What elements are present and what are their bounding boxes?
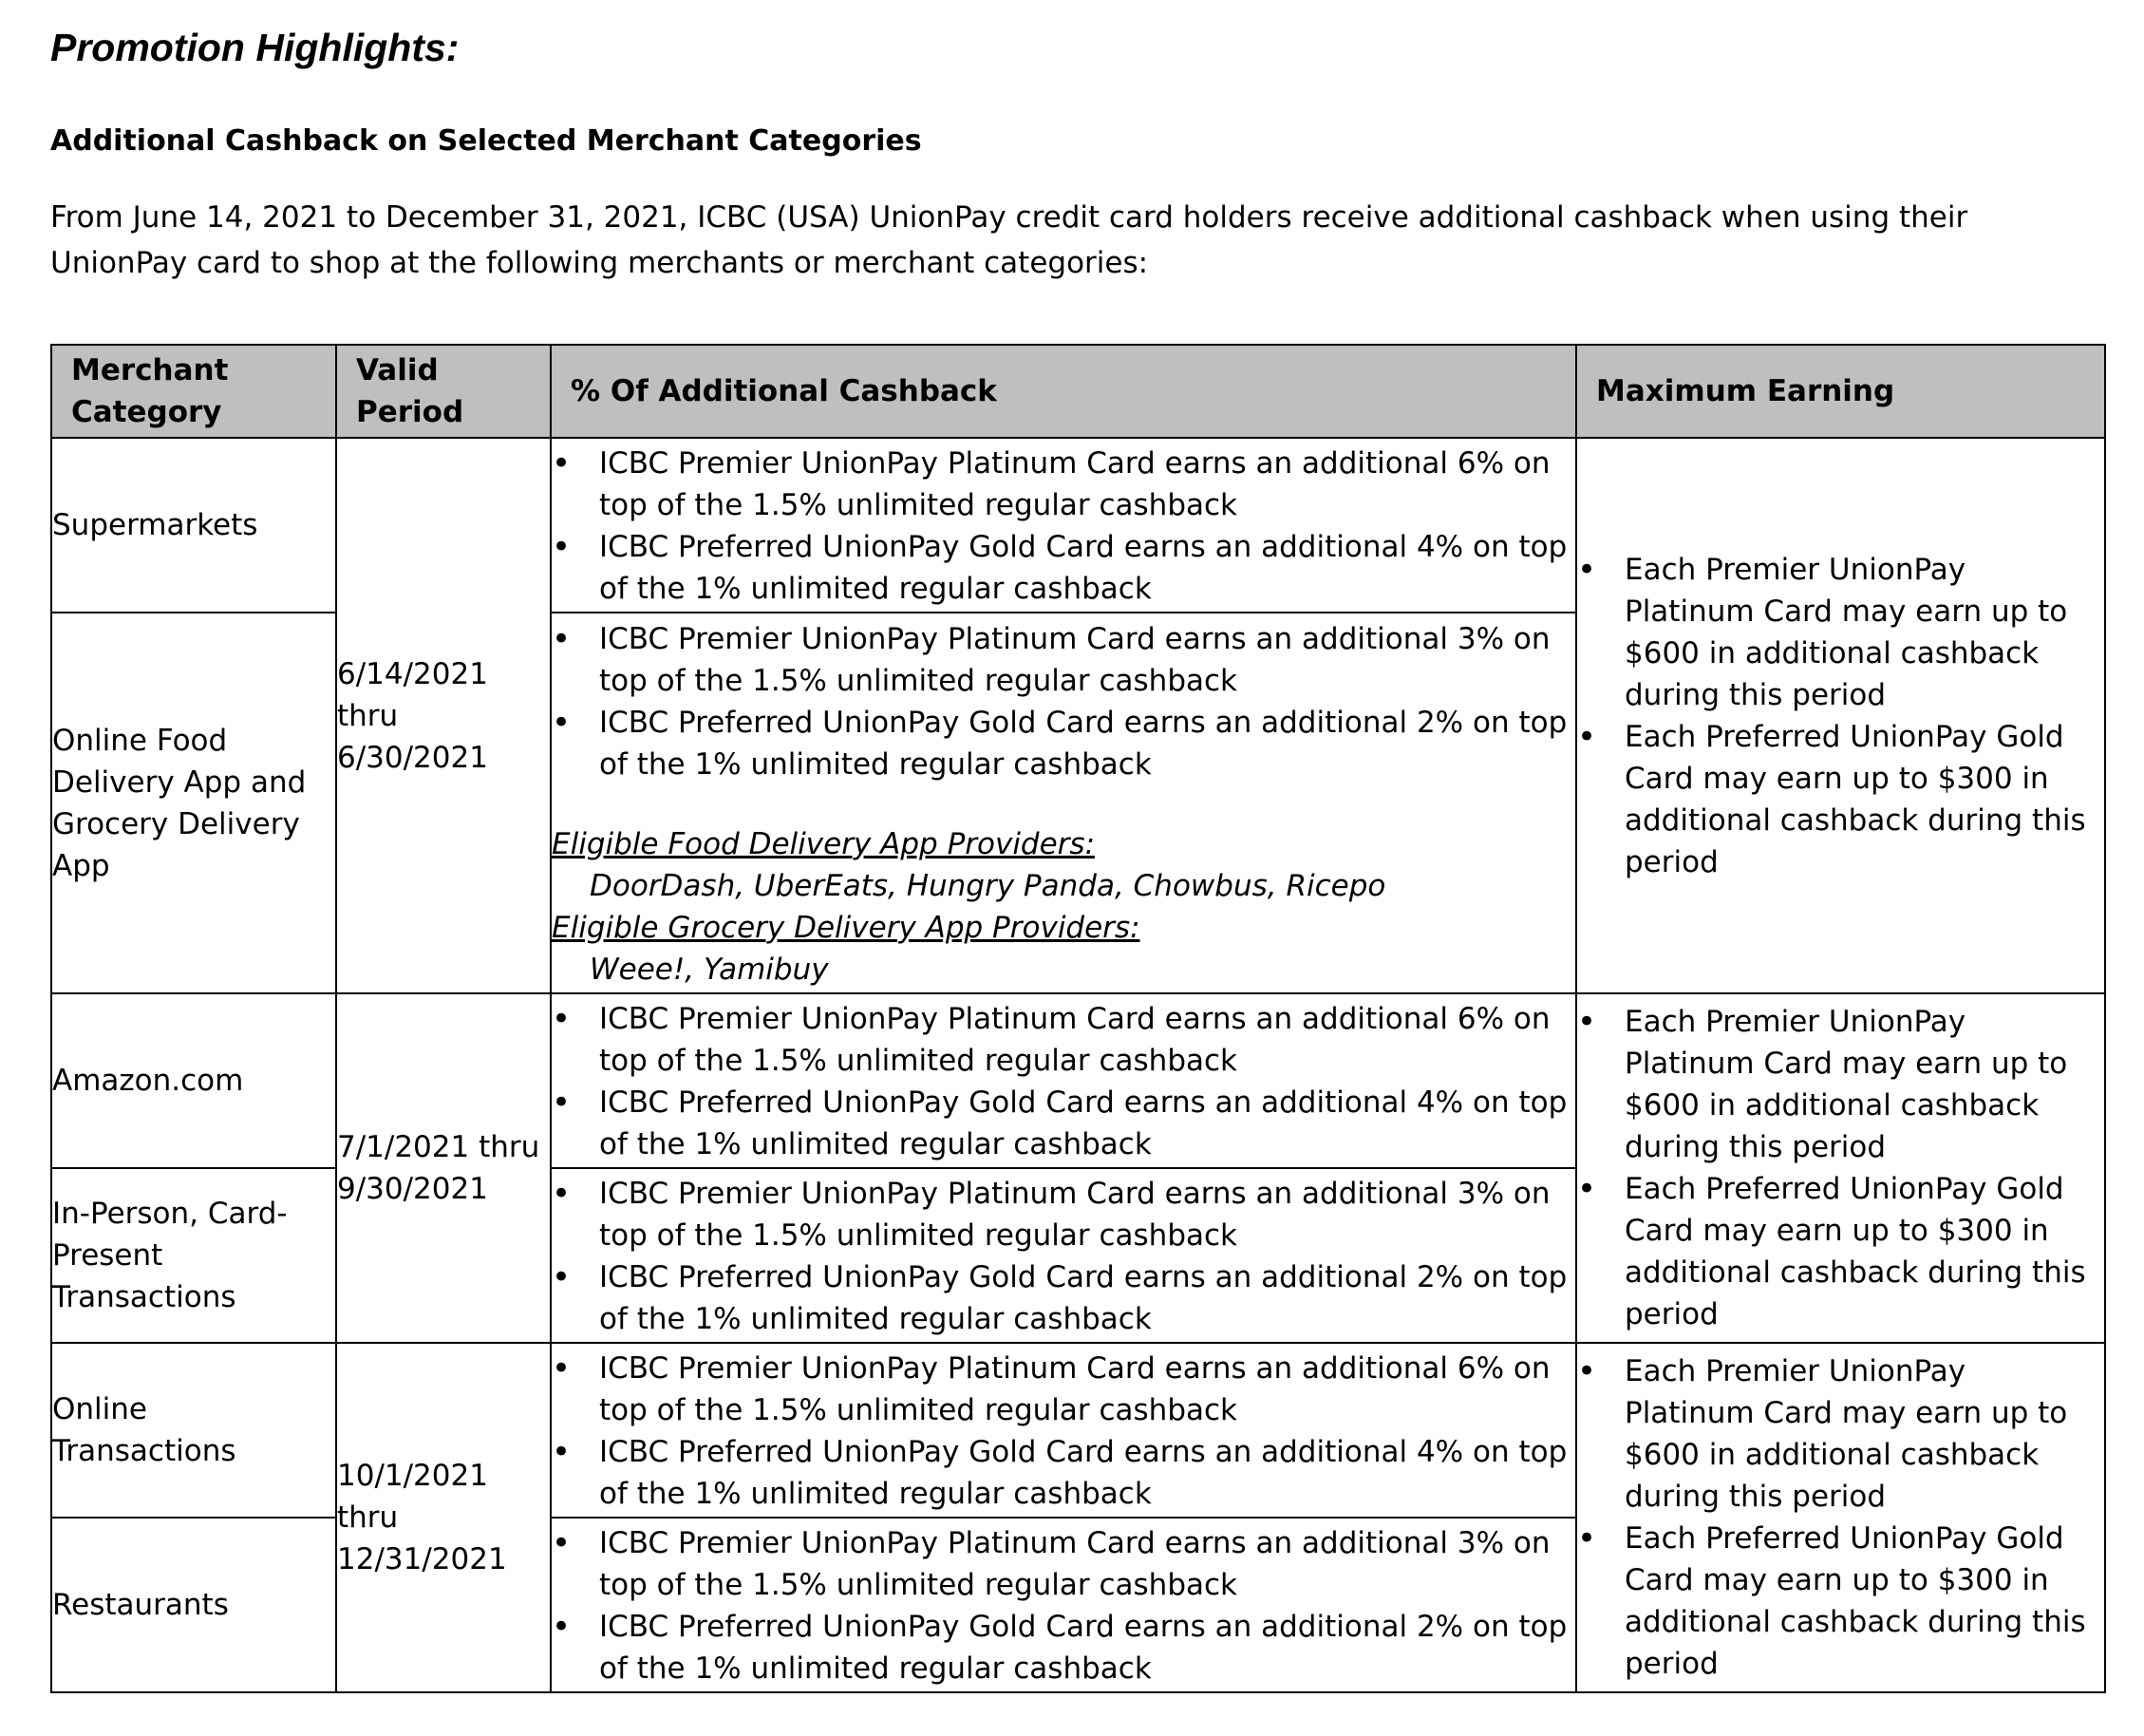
merchant-category-cell: Amazon.com bbox=[51, 993, 336, 1168]
max-earning-cell bbox=[1576, 438, 2105, 993]
list-item: • ICBC Premier UnionPay Platinum Card earns an additional 3% on top of the 1.5% unlimited regular cashback bbox=[552, 618, 1575, 702]
list-item: • ICBC Premier UnionPay Platinum Card earns an additional 6% on top of the 1.5% unlimited regular cashback bbox=[552, 1348, 1575, 1431]
list-item: • ICBC Preferred UnionPay Gold Card earns an additional 2% on top of the 1% unlimited regular cashback bbox=[552, 1606, 1575, 1689]
grocery-providers-label: Eligible Grocery Delivery App Providers: bbox=[552, 910, 1140, 945]
header-additional-cashback: % Of Additional Cashback bbox=[551, 345, 1576, 438]
list-item: • ICBC Premier UnionPay Platinum Card earns an additional 3% on top of the 1.5% unlimited regular cashback bbox=[552, 1173, 1575, 1256]
cashback-list bbox=[552, 1169, 1575, 1342]
valid-period-cell: 6/14/2021 thru 6/30/2021 bbox=[336, 438, 551, 993]
document bbox=[50, 25, 2101, 286]
list-item: • ICBC Preferred UnionPay Gold Card earns an additional 4% on top of the 1% unlimited regular cashback bbox=[552, 1431, 1575, 1515]
cashback-cell bbox=[551, 1343, 1576, 1518]
max-earning-list bbox=[1577, 549, 2104, 883]
list-item: • ICBC Premier UnionPay Platinum Card earns an additional 6% on top of the 1.5% unlimited regular cashback bbox=[552, 998, 1575, 1082]
max-earning-list bbox=[1577, 1001, 2104, 1335]
list-item: • Each Premier UnionPay Platinum Card may earn up to $600 in additional cashback during this period bbox=[1577, 549, 2104, 716]
header-valid-period: Valid Period bbox=[336, 345, 551, 438]
cashback-cell bbox=[551, 1518, 1576, 1692]
cashback-list bbox=[552, 439, 1575, 612]
header-merchant-category: Merchant Category bbox=[51, 345, 336, 438]
page-title: Promotion Highlights: bbox=[50, 26, 460, 69]
list-item: • ICBC Preferred UnionPay Gold Card earns an additional 4% on top of the 1% unlimited regular cashback bbox=[552, 526, 1575, 610]
list-item: • ICBC Preferred UnionPay Gold Card earns an additional 2% on top of the 1% unlimited regular cashback bbox=[552, 702, 1575, 785]
cashback-list bbox=[552, 1519, 1575, 1691]
valid-period-cell: 10/1/2021 thru 12/31/2021 bbox=[336, 1343, 551, 1692]
eligible-providers bbox=[552, 823, 1575, 992]
list-item: • Each Preferred UnionPay Gold Card may earn up to $300 in additional cashback during this period bbox=[1577, 716, 2104, 883]
promotion-table bbox=[50, 344, 2106, 1693]
max-earning-list bbox=[1577, 1350, 2104, 1685]
valid-period-cell: 7/1/2021 thru 9/30/2021 bbox=[336, 993, 551, 1343]
list-item: • Each Premier UnionPay Platinum Card may earn up to $600 in additional cashback during this period bbox=[1577, 1350, 2104, 1518]
list-item: • ICBC Premier UnionPay Platinum Card earns an additional 3% on top of the 1.5% unlimited regular cashback bbox=[552, 1522, 1575, 1606]
food-providers-list: DoorDash, UberEats, Hungry Panda, Chowbus, Ricepo bbox=[590, 868, 1386, 903]
table-row bbox=[51, 1343, 2105, 1518]
merchant-category-cell: In-Person, Card-Present Transactions bbox=[51, 1168, 336, 1343]
max-earning-cell bbox=[1576, 993, 2105, 1343]
merchant-category-cell: Restaurants bbox=[51, 1518, 336, 1692]
cashback-cell bbox=[551, 1168, 1576, 1343]
table-row bbox=[51, 993, 2105, 1168]
cashback-cell bbox=[551, 438, 1576, 613]
merchant-category-cell: Online Food Delivery App and Grocery Delivery App bbox=[51, 613, 336, 993]
list-item: • Each Preferred UnionPay Gold Card may earn up to $300 in additional cashback during this period bbox=[1577, 1168, 2104, 1335]
list-item: • ICBC Preferred UnionPay Gold Card earns an additional 4% on top of the 1% unlimited regular cashback bbox=[552, 1082, 1575, 1165]
merchant-category-cell: Supermarkets bbox=[51, 438, 336, 613]
list-item: • ICBC Preferred UnionPay Gold Card earns an additional 2% on top of the 1% unlimited regular cashback bbox=[552, 1256, 1575, 1340]
section-heading: Additional Cashback on Selected Merchant Categories bbox=[50, 124, 922, 158]
cashback-cell bbox=[551, 613, 1576, 993]
table-row bbox=[51, 438, 2105, 613]
cashback-list bbox=[552, 994, 1575, 1167]
merchant-category-cell: Online Transactions bbox=[51, 1343, 336, 1518]
cashback-cell bbox=[551, 993, 1576, 1168]
list-item: • ICBC Premier UnionPay Platinum Card earns an additional 6% on top of the 1.5% unlimited regular cashback bbox=[552, 443, 1575, 526]
table-header-row bbox=[51, 345, 2105, 438]
cashback-list bbox=[552, 614, 1575, 787]
intro-paragraph: From June 14, 2021 to December 31, 2021, ICBC (USA) UnionPay credit card holders receive additional cashback when using their UnionPay card to shop at the following merchants or merchant categories: bbox=[50, 200, 1968, 280]
max-earning-cell bbox=[1576, 1343, 2105, 1692]
food-providers-label: Eligible Food Delivery App Providers: bbox=[552, 826, 1096, 861]
list-item: • Each Preferred UnionPay Gold Card may earn up to $300 in additional cashback during this period bbox=[1577, 1518, 2104, 1685]
grocery-providers-list: Weee!, Yamibuy bbox=[590, 952, 829, 987]
header-maximum-earning: Maximum Earning bbox=[1576, 345, 2105, 438]
cashback-list bbox=[552, 1344, 1575, 1517]
list-item: • Each Premier UnionPay Platinum Card may earn up to $600 in additional cashback during this period bbox=[1577, 1001, 2104, 1168]
